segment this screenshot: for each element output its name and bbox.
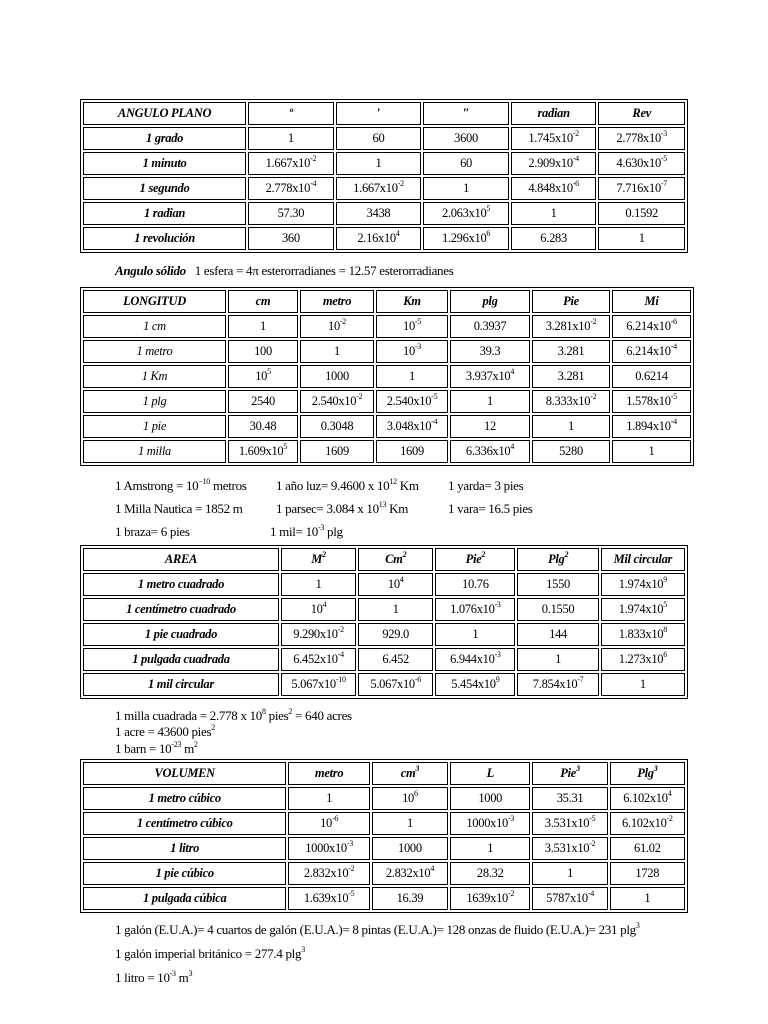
table-cell: 2540 — [228, 390, 298, 413]
table-cell: $2.778x10^{-3}$ — [598, 127, 685, 150]
row-label: 1 cm — [83, 315, 226, 338]
header-cell: Cm$^2$ — [358, 548, 433, 571]
longitud-note: 1 yarda= 3 pies — [448, 478, 524, 493]
table-cell: $6.214x10^{-6}$ — [612, 315, 691, 338]
header-cell: LONGITUD — [83, 290, 226, 313]
table-cell: 5280 — [532, 440, 610, 463]
table-cell: $10^5$ — [228, 365, 298, 388]
table-cell: 1000 — [372, 837, 448, 860]
row-label: 1 litro — [83, 837, 286, 860]
header-cell: Plg$^3$ — [610, 762, 685, 785]
table-cell: 60 — [423, 152, 509, 175]
table-row — [83, 340, 691, 363]
table-cell: $10^{-5}$ — [376, 315, 448, 338]
table-cell: 1 — [598, 227, 685, 250]
table-cell: 61.02 — [610, 837, 685, 860]
header-cell: Km — [376, 290, 448, 313]
header-cell: ANGULO PLANO — [83, 102, 246, 125]
header-cell: $cm^3$ — [372, 762, 448, 785]
area-note: 1 acre = 43600 pies$^2$ — [115, 722, 215, 739]
table-cell: $1.833x10^8$ — [601, 623, 685, 646]
table-row — [83, 177, 685, 200]
table-cell: $10^{-6}$ — [288, 812, 369, 835]
table-cell: 1 — [376, 365, 448, 388]
row-label: 1 metro cuadrado — [83, 573, 279, 596]
table-cell: $1.745x10^{-2}$ — [511, 127, 597, 150]
table-cell: $1.296x10^6$ — [423, 227, 509, 250]
row-label: 1 Km — [83, 365, 226, 388]
row-label: 1 milla — [83, 440, 226, 463]
table-cell: 0.1592 — [598, 202, 685, 225]
table-cell: $2.540x10^{-5}$ — [376, 390, 448, 413]
row-label: 1 plg — [83, 390, 226, 413]
table-row — [83, 152, 685, 175]
table-cell: $10^{-2}$ — [300, 315, 374, 338]
volumen-table — [80, 759, 688, 913]
row-label: 1 segundo — [83, 177, 246, 200]
table-cell: 1 — [517, 648, 598, 671]
table-cell: $7.716x10^{-7}$ — [598, 177, 685, 200]
table-cell: $1.273x10^6$ — [601, 648, 685, 671]
table-cell: $2.778x10^{-4}$ — [248, 177, 334, 200]
table-row — [83, 673, 685, 696]
row-label: 1 radian — [83, 202, 246, 225]
area-note: 1 milla cuadrada = 2.778 x $10^8$ pies$^2$ = 640 acres — [115, 706, 352, 723]
table-row — [83, 598, 685, 621]
header-cell: Pie$^2$ — [435, 548, 515, 571]
table-header-row — [83, 102, 685, 125]
table-cell: $1.076x10^{-3}$ — [435, 598, 515, 621]
longitud-note: 1 braza= 6 pies — [115, 524, 190, 539]
table-cell: $1.639x10^{-5}$ — [288, 887, 369, 910]
table-cell: $10^6$ — [372, 787, 448, 810]
table-cell: $3.048x10^{-4}$ — [376, 415, 448, 438]
header-cell: metro — [300, 290, 374, 313]
row-label: 1 minuto — [83, 152, 246, 175]
table-cell: 0.3048 — [300, 415, 374, 438]
table-cell: $2.063x10^5$ — [423, 202, 509, 225]
row-label: 1 pulgada cuadrada — [83, 648, 279, 671]
table-cell: 144 — [517, 623, 598, 646]
table-cell: $4.630x10^{-5}$ — [598, 152, 685, 175]
table-cell: $1639x10^{-2}$ — [450, 887, 530, 910]
table-row — [83, 623, 685, 646]
table-header-row — [83, 762, 685, 785]
table-cell: $5.454x10^9$ — [435, 673, 515, 696]
table-cell: 1609 — [376, 440, 448, 463]
header-cell: plg — [450, 290, 530, 313]
table-row — [83, 315, 691, 338]
table-cell: $6.102x10^4$ — [610, 787, 685, 810]
angulo-solido-note — [115, 263, 453, 279]
table-cell: 0.3937 — [450, 315, 530, 338]
table-cell: 1 — [511, 202, 597, 225]
volumen-note: 1 galón (E.U.A.)= 4 cuartos de galón (E.U.A.)= 8 pintas (E.U.A.)= 128 onzas de fluido (E.U.A.)= 231 plg$^3$ — [115, 920, 640, 937]
header-cell: Pie — [532, 290, 610, 313]
row-label: 1 centímetro cúbico — [83, 812, 286, 835]
row-label: 1 pie cúbico — [83, 862, 286, 885]
table-cell: 12 — [450, 415, 530, 438]
row-label: 1 pie cuadrado — [83, 623, 279, 646]
table-cell: 0.1550 — [517, 598, 598, 621]
header-cell: $M^2$ — [281, 548, 356, 571]
header-cell: metro — [288, 762, 369, 785]
table-cell: $7.854x10^{-7}$ — [517, 673, 598, 696]
table-cell: $3.281x10^{-2}$ — [532, 315, 610, 338]
table-cell: 1 — [228, 315, 298, 338]
table-header-row — [83, 290, 691, 313]
table-cell: 100 — [228, 340, 298, 363]
row-label: 1 metro — [83, 340, 226, 363]
longitud-note: 1 año luz= 9.4600 x $10^{12}$ Km — [276, 476, 419, 493]
table-cell: 10.76 — [435, 573, 515, 596]
row-label: 1 pie — [83, 415, 226, 438]
table-cell: 1000 — [450, 787, 530, 810]
table-row — [83, 227, 685, 250]
table-cell: 1 — [372, 812, 448, 835]
table-cell: $6.214x10^{-4}$ — [612, 340, 691, 363]
table-cell: 3438 — [336, 202, 422, 225]
longitud-note: 1 parsec= 3.084 x $10^{13}$ Km — [276, 499, 409, 516]
table-cell: 1 — [601, 673, 685, 696]
table-cell: $6.452x10^{-4}$ — [281, 648, 356, 671]
table-cell: $1.667x10^{-2}$ — [248, 152, 334, 175]
table-cell: 1 — [435, 623, 515, 646]
table-header-row — [83, 548, 685, 571]
header-cell: ′ — [336, 102, 422, 125]
table-cell: $2.16x10^4$ — [336, 227, 422, 250]
header-cell: Mil circular — [601, 548, 685, 571]
table-cell: 1000 — [300, 365, 374, 388]
angulo-solido-label: Angulo sólido — [115, 263, 186, 278]
row-label: 1 mil circular — [83, 673, 279, 696]
area-table — [80, 545, 688, 699]
row-label: 1 grado — [83, 127, 246, 150]
row-label: 1 centímetro cuadrado — [83, 598, 279, 621]
row-label: 1 revolución — [83, 227, 246, 250]
table-cell: $1.667x10^{-2}$ — [336, 177, 422, 200]
table-cell: $2.832x10^{-2}$ — [288, 862, 369, 885]
table-cell: $6.102x10^{-2}$ — [610, 812, 685, 835]
table-cell: 1 — [358, 598, 433, 621]
angulo-solido-text: 1 esfera = 4π esterorradianes = 12.57 esterorradianes — [194, 263, 454, 278]
table-row — [83, 837, 685, 860]
table-cell: $6.336x10^4$ — [450, 440, 530, 463]
longitud-note: 1 Milla Nautica = 1852 m — [115, 501, 243, 516]
table-cell: $1.974x10^9$ — [601, 573, 685, 596]
row-label: 1 pulgada cúbica — [83, 887, 286, 910]
table-cell: $6.944x10^{-3}$ — [435, 648, 515, 671]
table-row — [83, 787, 685, 810]
table-row — [83, 887, 685, 910]
table-cell: $1000x10^{-3}$ — [450, 812, 530, 835]
table-cell: $9.290x10^{-2}$ — [281, 623, 356, 646]
table-cell: 35.31 — [532, 787, 607, 810]
table-cell: $2.909x10^{-4}$ — [511, 152, 597, 175]
table-cell: 1550 — [517, 573, 598, 596]
header-cell: cm — [228, 290, 298, 313]
table-cell: 57.30 — [248, 202, 334, 225]
table-row — [83, 202, 685, 225]
table-cell: 3.281 — [532, 365, 610, 388]
table-cell: $3.531x10^{-2}$ — [532, 837, 607, 860]
table-cell: 39.3 — [450, 340, 530, 363]
table-cell: 1 — [610, 887, 685, 910]
table-cell: 1 — [423, 177, 509, 200]
table-cell: 1 — [281, 573, 356, 596]
table-cell: $5787x10^{-4}$ — [532, 887, 607, 910]
table-row — [83, 648, 685, 671]
table-row — [83, 127, 685, 150]
table-cell: 0.6214 — [612, 365, 691, 388]
table-cell: 6.452 — [358, 648, 433, 671]
table-cell: 1 — [248, 127, 334, 150]
table-cell: $1000x10^{-3}$ — [288, 837, 369, 860]
header-cell: AREA — [83, 548, 279, 571]
table-cell: $1.609x10^5$ — [228, 440, 298, 463]
table-cell: $1.894x10^{-4}$ — [612, 415, 691, 438]
table-cell: 1 — [532, 862, 607, 885]
table-cell: 30.48 — [228, 415, 298, 438]
header-cell: VOLUMEN — [83, 762, 286, 785]
table-cell: $5.067x10^{-6}$ — [358, 673, 433, 696]
header-cell: Pie$^3$ — [532, 762, 607, 785]
longitud-note: 1 vara= 16.5 pies — [448, 501, 533, 516]
table-row — [83, 365, 691, 388]
table-cell: 3.281 — [532, 340, 610, 363]
header-cell: radian — [511, 102, 597, 125]
table-cell: $10^4$ — [358, 573, 433, 596]
volumen-note: 1 galón imperial británico = 277.4 plg$^3$ — [115, 944, 305, 961]
table-cell: $10^{-3}$ — [376, 340, 448, 363]
table-row — [83, 812, 685, 835]
table-cell: 1 — [612, 440, 691, 463]
table-cell: $10^4$ — [281, 598, 356, 621]
table-cell: 360 — [248, 227, 334, 250]
table-cell: 1609 — [300, 440, 374, 463]
table-cell: 6.283 — [511, 227, 597, 250]
header-cell: L — [450, 762, 530, 785]
table-cell: 60 — [336, 127, 422, 150]
table-cell: $3.531x10^{-5}$ — [532, 812, 607, 835]
angulo-plano-table — [80, 99, 688, 253]
header-cell: º — [248, 102, 334, 125]
table-cell: 1 — [450, 837, 530, 860]
table-cell: $1.974x10^5$ — [601, 598, 685, 621]
header-cell: Plg$^2$ — [517, 548, 598, 571]
table-cell: $8.333x10^{-2}$ — [532, 390, 610, 413]
table-row — [83, 440, 691, 463]
table-cell: $2.540x10^{-2}$ — [300, 390, 374, 413]
table-cell: 929.0 — [358, 623, 433, 646]
table-cell: $3.937x10^4$ — [450, 365, 530, 388]
longitud-note: 1 $mil= 10^{-3}$ plg — [270, 522, 343, 539]
table-cell: 1 — [336, 152, 422, 175]
area-note: 1 barn = $10^{-23}$ $m^2$ — [115, 739, 198, 756]
volumen-note: 1 litro = $10^{-3}$ $m^3$ — [115, 968, 193, 985]
table-cell: $5.067x10^{-10}$ — [281, 673, 356, 696]
table-cell: 1 — [288, 787, 369, 810]
header-cell: Rev — [598, 102, 685, 125]
longitud-table — [80, 287, 694, 466]
table-cell: 1728 — [610, 862, 685, 885]
table-cell: 1 — [450, 390, 530, 413]
table-cell: 28.32 — [450, 862, 530, 885]
table-cell: 3600 — [423, 127, 509, 150]
table-cell: $1.578x10^{-5}$ — [612, 390, 691, 413]
longitud-note: 1 Amstrong = $10^{-10}$ metros — [115, 476, 247, 493]
table-row — [83, 862, 685, 885]
table-cell: $2.832x10^4$ — [372, 862, 448, 885]
table-cell: 1 — [300, 340, 374, 363]
table-row — [83, 415, 691, 438]
table-cell: 1 — [532, 415, 610, 438]
table-row — [83, 390, 691, 413]
table-row — [83, 573, 685, 596]
table-cell: 16.39 — [372, 887, 448, 910]
table-cell: $4.848x10^{-6}$ — [511, 177, 597, 200]
header-cell: ″ — [423, 102, 509, 125]
row-label: 1 metro cúbico — [83, 787, 286, 810]
header-cell: Mi — [612, 290, 691, 313]
